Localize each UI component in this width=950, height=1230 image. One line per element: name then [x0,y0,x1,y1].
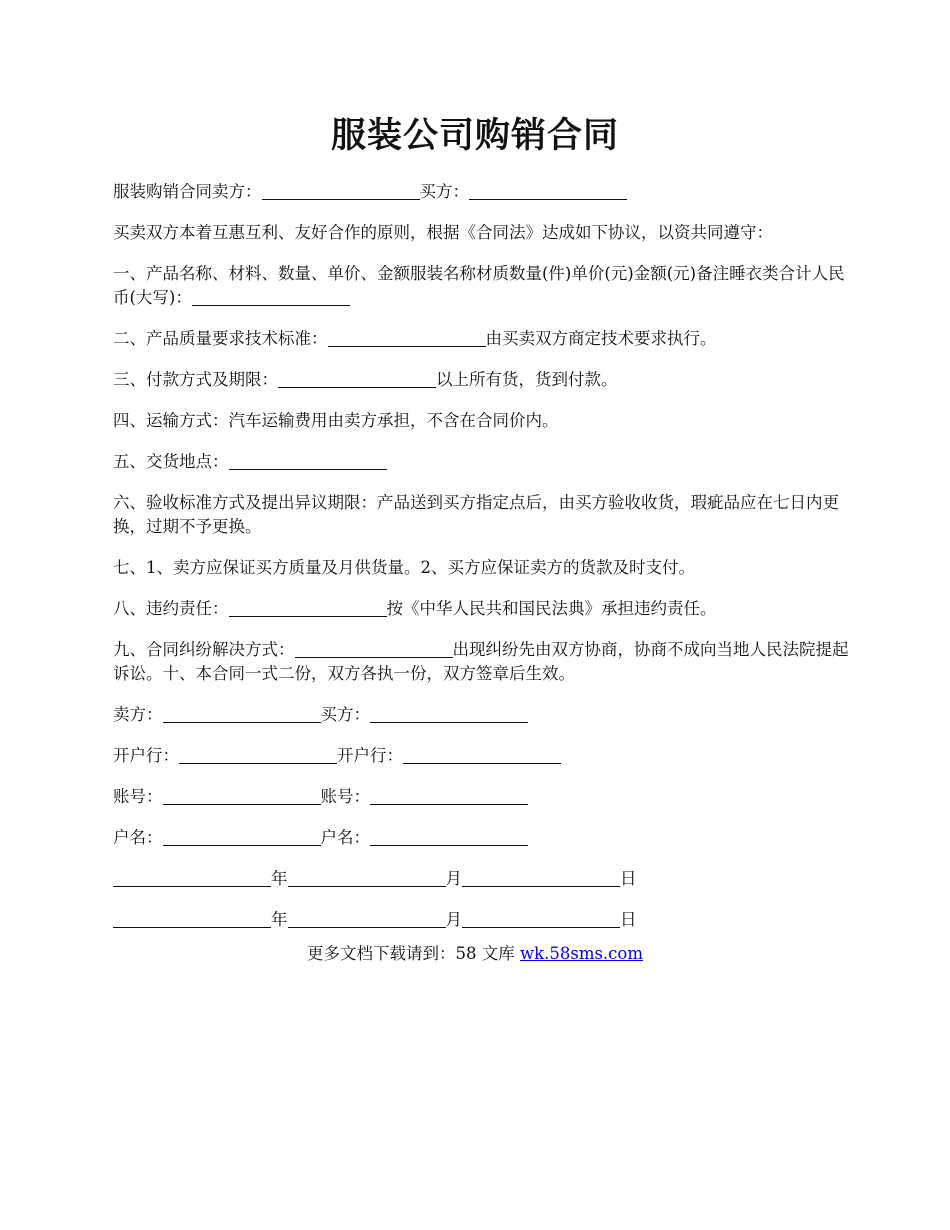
buyer-label: 买方： [419,182,469,201]
clause-8-suffix: 按《中华人民共和国民法典》承担违约责任。 [386,599,717,618]
buyer-month-blank [288,909,446,928]
document-title: 服装公司购销合同 [330,115,619,156]
seller-account-blank [163,786,321,805]
liability-blank [229,598,387,617]
buyer-date-row [113,908,853,932]
seller-blank [262,181,420,200]
clause-4: 四、运输方式：汽车运输费用由卖方承担，不含在合同价内。 [113,411,559,430]
buyer-account-name-label: 户名： [320,828,370,847]
year-label: 年 [271,869,288,888]
dispute-resolution-blank [295,639,453,658]
total-amount-blank [192,287,350,306]
payment-blank [278,369,436,388]
clause-3 [113,368,853,392]
footer [0,942,950,966]
buyer-account-name-blank [370,827,528,846]
seller-month-blank [288,868,446,887]
seller-account-name-blank [163,827,321,846]
clause-9-prefix: 九、合同纠纷解决方式： [113,640,295,659]
footer-link[interactable]: wk.58sms.com [519,944,643,963]
seller-label: 服装购销合同卖方： [113,182,262,201]
intro-paragraph: 买卖双方本着互惠互利、友好合作的原则，根据《合同法》达成如下协议，以资共同遵守： [113,223,773,242]
month-label: 月 [445,910,462,929]
clause-5 [113,450,853,474]
clause-2 [113,327,853,351]
buyer-bank-blank [403,745,561,764]
clause-1-text: 一、产品名称、材料、数量、单价、金额服装名称材质数量(件)单价(元)金额(元)备注睡衣类合计人民币(大写)： [113,264,845,307]
quality-standard-blank [328,328,486,347]
account-row [113,785,853,809]
clause-2-prefix: 二、产品质量要求技术标准： [113,329,328,348]
clause-1 [113,262,853,310]
clause-6: 六、验收标准方式及提出异议期限：产品送到买方指定点后，由买方验收收货，瑕疵品应在七日内更换，过期不予更换。 [113,493,839,536]
clause-9-suffix: 出现纠纷先由双方协商，协商不成向当地人民法院提起诉讼。十、本合同一式二份，双方各执一份，双方签章后生效。 [113,640,849,683]
bank-row [113,744,853,768]
seller-account-label: 账号： [113,787,163,806]
delivery-location-blank [229,451,387,470]
seller-year-blank [113,868,271,887]
buyer-bank-label: 开户行： [337,746,403,765]
signature-buyer-blank [370,704,528,723]
month-label: 月 [445,869,462,888]
seller-day-blank [462,868,620,887]
clause-9 [113,638,853,686]
contract-body [113,180,853,949]
year-label: 年 [271,910,288,929]
seller-bank-blank [179,745,337,764]
buyer-account-blank [370,786,528,805]
signature-seller-label: 卖方： [113,705,163,724]
seller-date-row [113,867,853,891]
account-name-row [113,826,853,850]
clause-8-prefix: 八、违约责任： [113,599,229,618]
clause-5-prefix: 五、交货地点： [113,452,229,471]
seller-bank-label: 开户行： [113,746,179,765]
signature-seller-blank [163,704,321,723]
footer-text: 更多文档下载请到：58 文库 [306,944,520,963]
signature-buyer-label: 买方： [320,705,370,724]
signature-parties-row [113,703,853,727]
seller-account-name-label: 户名： [113,828,163,847]
day-label: 日 [620,910,637,929]
buyer-account-label: 账号： [320,787,370,806]
clause-2-suffix: 由买卖双方商定技术要求执行。 [485,329,717,348]
day-label: 日 [620,869,637,888]
clause-7: 七、1、卖方应保证买方质量及月供货量。2、买方应保证卖方的货款及时支付。 [113,558,695,577]
clause-3-suffix: 以上所有货，货到付款。 [436,370,618,389]
buyer-year-blank [113,909,271,928]
parties-line [113,180,853,204]
buyer-blank [469,181,627,200]
buyer-day-blank [462,909,620,928]
clause-8 [113,597,853,621]
clause-3-prefix: 三、付款方式及期限： [113,370,278,389]
